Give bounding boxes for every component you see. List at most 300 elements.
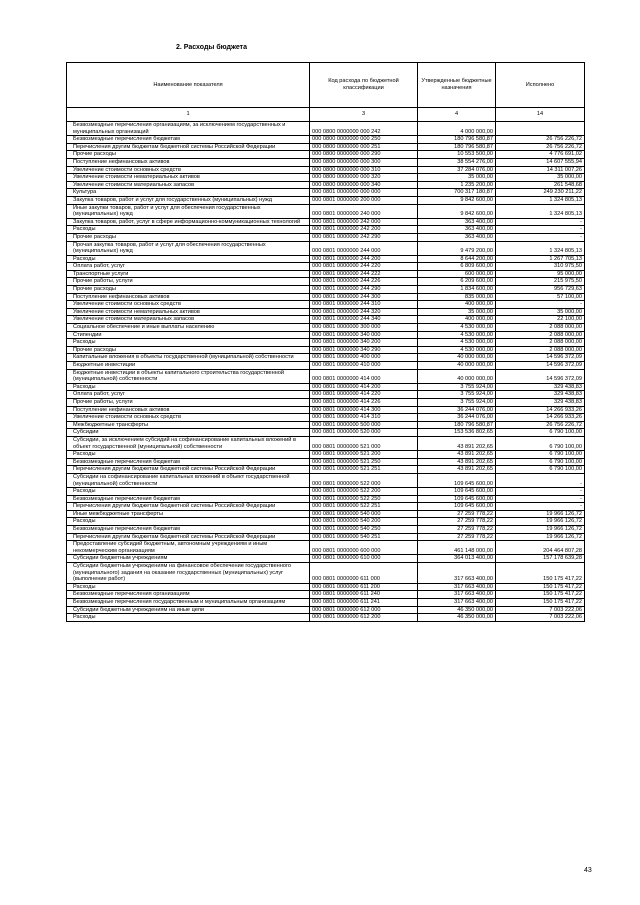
row-code: 000 0801 0000000 244 310 <box>310 301 418 309</box>
row-approved: 400 000,00 <box>418 301 496 309</box>
row-approved: 180 796 580,87 <box>418 143 496 151</box>
row-name: Капитальные вложения в объекты государственной (муниципальной) собственности <box>67 354 310 362</box>
row-name: Бюджетные инвестиции <box>67 362 310 370</box>
col-number-3: 3 <box>310 108 418 122</box>
row-name: Межбюджетные трансферты <box>67 421 310 429</box>
row-name: Увеличение стоимости нематериальных активов <box>67 308 310 316</box>
row-code: 000 0801 0000000 611 240 <box>310 591 418 599</box>
row-approved: 109 645 600,00 <box>418 473 496 487</box>
table-row <box>67 233 585 241</box>
table-row <box>67 488 585 496</box>
row-code: 000 0801 0000000 400 000 <box>310 354 418 362</box>
row-name: Безвозмездные перечисления организациям <box>67 591 310 599</box>
table-row <box>67 421 585 429</box>
row-approved: 43 891 202,65 <box>418 466 496 474</box>
table-row <box>67 369 585 383</box>
row-executed: 329 438,83 <box>496 391 585 399</box>
table-row <box>67 591 585 599</box>
row-name: Безвозмездные перечисления организациям, за исключением государственных и муниципальных организаций <box>67 122 310 136</box>
table-row <box>67 429 585 437</box>
row-code: 000 0801 0000000 540 200 <box>310 518 418 526</box>
table-row <box>67 293 585 301</box>
table-row <box>67 286 585 294</box>
row-code: 000 0801 0000000 000 000 <box>310 189 418 197</box>
row-approved: 317 663 400,00 <box>418 583 496 591</box>
table-row <box>67 158 585 166</box>
row-approved: 43 891 202,65 <box>418 458 496 466</box>
row-executed: 26 756 226,72 <box>496 421 585 429</box>
row-executed: 7 003 222,06 <box>496 606 585 614</box>
row-code: 000 0801 0000000 540 000 <box>310 510 418 518</box>
row-approved: 400 000,00 <box>418 316 496 324</box>
row-code: 000 0801 0000000 244 226 <box>310 278 418 286</box>
row-approved: 46 350 000,00 <box>418 606 496 614</box>
row-code: 000 0800 0000000 000 251 <box>310 143 418 151</box>
row-executed <box>496 122 585 136</box>
row-name: Расходы <box>67 451 310 459</box>
row-code: 000 0800 0000000 000 300 <box>310 158 418 166</box>
row-name: Безвозмездные перечисления бюджетам <box>67 136 310 144</box>
table-row <box>67 599 585 607</box>
table-row <box>67 255 585 263</box>
row-name: Социальное обеспечение и иные выплаты населению <box>67 324 310 332</box>
row-executed: - <box>496 495 585 503</box>
row-executed: 19 966 126,72 <box>496 533 585 541</box>
row-executed: - <box>496 233 585 241</box>
row-code: 000 0801 0000000 242 290 <box>310 233 418 241</box>
header-name: Наименование показателя <box>67 63 310 108</box>
row-approved: 4 000 000,00 <box>418 122 496 136</box>
row-code: 000 0801 0000000 611 241 <box>310 599 418 607</box>
row-name: Расходы <box>67 488 310 496</box>
table-row <box>67 316 585 324</box>
table-row <box>67 241 585 255</box>
row-name: Расходы <box>67 583 310 591</box>
table-row <box>67 614 585 622</box>
row-code: 000 0801 0000000 414 000 <box>310 369 418 383</box>
row-executed: 19 966 126,72 <box>496 526 585 534</box>
row-approved: 3 755 924,00 <box>418 383 496 391</box>
row-executed: 22 100,00 <box>496 316 585 324</box>
row-approved: 6 209 600,00 <box>418 278 496 286</box>
row-code: 000 0801 0000000 340 290 <box>310 346 418 354</box>
row-name: Расходы <box>67 383 310 391</box>
row-approved: 27 259 778,22 <box>418 533 496 541</box>
table-row <box>67 383 585 391</box>
page-number: 43 <box>584 867 592 874</box>
table-body <box>67 122 585 622</box>
table-row <box>67 503 585 511</box>
row-code: 000 0801 0000000 244 200 <box>310 255 418 263</box>
row-code: 000 0801 0000000 240 000 <box>310 204 418 218</box>
table-row <box>67 218 585 226</box>
row-code: 000 0801 0000000 521 000 <box>310 436 418 450</box>
table-row <box>67 301 585 309</box>
row-name: Увеличение стоимости материальных запасов <box>67 316 310 324</box>
row-name: Безвозмездные перечисления бюджетам <box>67 458 310 466</box>
table-row <box>67 555 585 563</box>
row-name: Увеличение стоимости материальных запасов <box>67 181 310 189</box>
row-approved: 27 259 778,22 <box>418 518 496 526</box>
row-name: Транспортные услуги <box>67 270 310 278</box>
row-code: 000 0801 0000000 521 200 <box>310 451 418 459</box>
table-row <box>67 414 585 422</box>
row-approved: 35 000,00 <box>418 308 496 316</box>
row-name: Культура <box>67 189 310 197</box>
row-name: Перечисления другим бюджетам бюджетной системы Российской Федерации <box>67 503 310 511</box>
row-executed: 1 324 805,13 <box>496 196 585 204</box>
row-code: 000 0801 0000000 244 000 <box>310 241 418 255</box>
row-executed: - <box>496 218 585 226</box>
row-approved: 6 809 600,00 <box>418 263 496 271</box>
row-name: Бюджетные инвестиции в объекты капитального строительства государственной (муниципальной) собственности <box>67 369 310 383</box>
row-approved: 35 000,00 <box>418 174 496 182</box>
row-approved: 36 244 076,00 <box>418 406 496 414</box>
row-executed: 6 790 100,00 <box>496 436 585 450</box>
row-approved: 600 000,00 <box>418 270 496 278</box>
row-approved: 9 479 200,00 <box>418 241 496 255</box>
row-executed: 19 966 126,72 <box>496 510 585 518</box>
row-approved: 9 842 600,00 <box>418 196 496 204</box>
row-executed: 26 756 226,72 <box>496 136 585 144</box>
row-approved: 109 645 600,00 <box>418 488 496 496</box>
row-name: Прочие работы, услуги <box>67 398 310 406</box>
row-name: Субсидии бюджетным учреждениям на финансовое обеспечение государственного (муниципального) задания на оказание государственных (муниципальных) услуг (выполнение работ) <box>67 563 310 584</box>
row-name: Стипендии <box>67 331 310 339</box>
row-code: 000 0801 0000000 522 250 <box>310 495 418 503</box>
table-row <box>67 451 585 459</box>
row-executed: - <box>496 473 585 487</box>
row-approved: 36 244 076,00 <box>418 414 496 422</box>
row-approved: 4 530 000,00 <box>418 346 496 354</box>
table-row <box>67 166 585 174</box>
row-executed: 6 790 100,00 <box>496 451 585 459</box>
row-executed: 261 548,68 <box>496 181 585 189</box>
row-name: Иные межбюджетные трансферты <box>67 510 310 518</box>
row-executed: 14 596 372,09 <box>496 362 585 370</box>
row-name: Закупка товаров, работ и услуг для государственных (муниципальных) нужд <box>67 196 310 204</box>
row-executed: 150 175 417,22 <box>496 583 585 591</box>
row-code: 000 0801 0000000 521 251 <box>310 466 418 474</box>
table-row <box>67 362 585 370</box>
row-approved: 3 755 924,00 <box>418 391 496 399</box>
row-approved: 1 834 600,00 <box>418 286 496 294</box>
row-name: Поступление нефинансовых активов <box>67 158 310 166</box>
row-approved: 40 000 000,00 <box>418 354 496 362</box>
table-row <box>67 143 585 151</box>
row-code: 000 0800 0000000 000 250 <box>310 136 418 144</box>
row-approved: 1 235 200,00 <box>418 181 496 189</box>
row-name: Увеличение стоимости нематериальных активов <box>67 174 310 182</box>
row-executed: - <box>496 226 585 234</box>
row-code: 000 0801 0000000 244 300 <box>310 293 418 301</box>
table-row <box>67 398 585 406</box>
row-code: 000 0801 0000000 200 000 <box>310 196 418 204</box>
row-name: Прочие расходы <box>67 233 310 241</box>
row-code: 000 0801 0000000 612 200 <box>310 614 418 622</box>
row-name: Увеличение стоимости основных средств <box>67 414 310 422</box>
table-row <box>67 181 585 189</box>
row-executed: 14 596 372,09 <box>496 369 585 383</box>
row-code: 000 0801 0000000 410 000 <box>310 362 418 370</box>
row-name: Расходы <box>67 226 310 234</box>
row-code: 000 0801 0000000 340 200 <box>310 339 418 347</box>
row-approved: 363 400,00 <box>418 226 496 234</box>
table-row <box>67 458 585 466</box>
row-executed: 14 311 007,26 <box>496 166 585 174</box>
row-code: 000 0801 0000000 500 000 <box>310 421 418 429</box>
row-code: 000 0801 0000000 521 250 <box>310 458 418 466</box>
row-executed: 35 000,00 <box>496 174 585 182</box>
row-approved: 27 259 778,22 <box>418 526 496 534</box>
row-approved: 835 000,00 <box>418 293 496 301</box>
row-name: Субсидии <box>67 429 310 437</box>
row-executed: 35 000,00 <box>496 308 585 316</box>
row-executed: 1 324 805,13 <box>496 204 585 218</box>
row-name: Расходы <box>67 255 310 263</box>
table-row <box>67 563 585 584</box>
table-row <box>67 308 585 316</box>
col-number-4: 4 <box>418 108 496 122</box>
row-name: Безвозмездные перечисления бюджетам <box>67 526 310 534</box>
row-approved: 9 842 600,00 <box>418 204 496 218</box>
row-approved: 180 796 580,87 <box>418 136 496 144</box>
row-code: 000 0801 0000000 600 000 <box>310 541 418 555</box>
header-executed: Исполнено <box>496 63 585 108</box>
row-executed: 329 438,83 <box>496 398 585 406</box>
row-executed: 6 790 100,00 <box>496 429 585 437</box>
row-code: 000 0800 0000000 000 310 <box>310 166 418 174</box>
row-executed: 249 230 211,22 <box>496 189 585 197</box>
table-row <box>67 263 585 271</box>
row-approved: 4 530 000,00 <box>418 331 496 339</box>
table-row <box>67 518 585 526</box>
row-executed: 956 729,63 <box>496 286 585 294</box>
table-row <box>67 151 585 159</box>
row-approved: 317 663 400,00 <box>418 591 496 599</box>
row-approved: 4 530 000,00 <box>418 339 496 347</box>
table-row <box>67 122 585 136</box>
row-approved: 700 317 180,87 <box>418 189 496 197</box>
row-code: 000 0801 0000000 414 200 <box>310 383 418 391</box>
table-row <box>67 583 585 591</box>
col-number-14: 14 <box>496 108 585 122</box>
row-approved: 40 000 000,00 <box>418 369 496 383</box>
table-row <box>67 495 585 503</box>
row-approved: 363 400,00 <box>418 233 496 241</box>
row-name: Безвозмездные перечисления бюджетам <box>67 495 310 503</box>
row-name: Увеличение стоимости основных средств <box>67 166 310 174</box>
row-code: 000 0801 0000000 540 250 <box>310 526 418 534</box>
row-approved: 27 259 778,22 <box>418 510 496 518</box>
row-name: Поступление нефинансовых активов <box>67 293 310 301</box>
row-code: 000 0800 0000000 000 320 <box>310 174 418 182</box>
row-name: Расходы <box>67 614 310 622</box>
row-approved: 153 536 802,65 <box>418 429 496 437</box>
row-executed: 4 776 691,02 <box>496 151 585 159</box>
row-code: 000 0801 0000000 414 226 <box>310 398 418 406</box>
row-code: 000 0801 0000000 522 200 <box>310 488 418 496</box>
row-name: Субсидии на софинансирование капитальных вложений в объект государственной (муниципальной) собственности <box>67 473 310 487</box>
row-approved: 317 663 400,00 <box>418 599 496 607</box>
table-row <box>67 526 585 534</box>
table-row <box>67 606 585 614</box>
row-approved: 109 645 600,00 <box>418 495 496 503</box>
row-name: Оплата работ, услуг <box>67 391 310 399</box>
row-code: 000 0801 0000000 414 310 <box>310 414 418 422</box>
row-code: 000 0801 0000000 611 000 <box>310 563 418 584</box>
row-executed: 7 003 222,06 <box>496 614 585 622</box>
row-name: Предоставление субсидий бюджетным, автономным учреждениям и иным некоммерческим организациям <box>67 541 310 555</box>
row-executed: 6 790 100,00 <box>496 458 585 466</box>
row-approved: 37 284 076,00 <box>418 166 496 174</box>
table-row <box>67 510 585 518</box>
row-executed: 2 088 000,00 <box>496 331 585 339</box>
table-row <box>67 466 585 474</box>
row-executed: 2 088 000,00 <box>496 339 585 347</box>
row-code: 000 0801 0000000 522 000 <box>310 473 418 487</box>
row-approved: 10 553 500,00 <box>418 151 496 159</box>
row-name: Прочие расходы <box>67 346 310 354</box>
row-executed: 19 966 126,72 <box>496 518 585 526</box>
row-name: Прочая закупка товаров, работ и услуг для обеспечения государственных (муниципальных) нужд <box>67 241 310 255</box>
row-code: 000 0800 0000000 000 242 <box>310 122 418 136</box>
row-approved: 4 530 000,00 <box>418 324 496 332</box>
table-row <box>67 204 585 218</box>
row-code: 000 0801 0000000 242 000 <box>310 218 418 226</box>
row-code: 000 0800 0000000 000 290 <box>310 151 418 159</box>
row-name: Прочие расходы <box>67 286 310 294</box>
table-row <box>67 189 585 197</box>
table-row <box>67 541 585 555</box>
row-executed: 6 790 100,00 <box>496 466 585 474</box>
row-executed: - <box>496 503 585 511</box>
table-row <box>67 339 585 347</box>
table-row <box>67 270 585 278</box>
table-row <box>67 354 585 362</box>
row-approved: 46 350 000,00 <box>418 614 496 622</box>
row-approved: 317 663 400,00 <box>418 563 496 584</box>
row-code: 000 0801 0000000 244 220 <box>310 263 418 271</box>
header-approved: Утвержденные бюджетные назначения <box>418 63 496 108</box>
row-executed: 329 438,83 <box>496 383 585 391</box>
row-name: Закупка товаров, работ, услуг в сфере информационно-коммуникационных технологий <box>67 218 310 226</box>
row-name: Перечисления другим бюджетам бюджетной системы Российской Федерации <box>67 533 310 541</box>
row-code: 000 0801 0000000 244 290 <box>310 286 418 294</box>
row-executed: 1 267 705,13 <box>496 255 585 263</box>
row-name: Субсидии бюджетным учреждениям на иные цели <box>67 606 310 614</box>
table-row <box>67 174 585 182</box>
row-approved: 3 755 924,00 <box>418 398 496 406</box>
row-name: Расходы <box>67 518 310 526</box>
row-code: 000 0801 0000000 300 000 <box>310 324 418 332</box>
col-number-1: 1 <box>67 108 310 122</box>
row-code: 000 0801 0000000 414 220 <box>310 391 418 399</box>
row-executed: 150 175 417,22 <box>496 599 585 607</box>
row-name: Прочие расходы <box>67 151 310 159</box>
row-executed: 150 175 417,22 <box>496 563 585 584</box>
row-executed: 157 178 639,28 <box>496 555 585 563</box>
row-executed: 14 266 933,26 <box>496 406 585 414</box>
row-executed: 26 756 226,72 <box>496 143 585 151</box>
row-approved: 43 891 202,65 <box>418 451 496 459</box>
table-row <box>67 533 585 541</box>
row-name: Иные закупки товаров, работ и услуг для обеспечения государственных (муниципальных) нужд <box>67 204 310 218</box>
row-executed: 2 088 000,00 <box>496 324 585 332</box>
row-code: 000 0801 0000000 244 340 <box>310 316 418 324</box>
row-executed: 204 464 807,28 <box>496 541 585 555</box>
row-executed: 14 266 933,26 <box>496 414 585 422</box>
row-name: Увеличение стоимости основных средств <box>67 301 310 309</box>
row-approved: 8 644 200,00 <box>418 255 496 263</box>
table-row <box>67 406 585 414</box>
row-name: Поступление нефинансовых активов <box>67 406 310 414</box>
row-code: 000 0801 0000000 242 200 <box>310 226 418 234</box>
row-code: 000 0800 0000000 000 340 <box>310 181 418 189</box>
row-executed: 57 100,00 <box>496 293 585 301</box>
row-code: 000 0801 0000000 414 300 <box>310 406 418 414</box>
row-name: Оплата работ, услуг <box>67 263 310 271</box>
row-code: 000 0801 0000000 244 320 <box>310 308 418 316</box>
row-approved: 109 645 600,00 <box>418 503 496 511</box>
table-row <box>67 331 585 339</box>
row-name: Прочие работы, услуги <box>67 278 310 286</box>
row-approved: 363 400,00 <box>418 218 496 226</box>
row-name: Перечисления другим бюджетам бюджетной системы Российской Федерации <box>67 143 310 151</box>
row-name: Безвозмездные перечисления государственным и муниципальным организациям <box>67 599 310 607</box>
row-code: 000 0801 0000000 522 251 <box>310 503 418 511</box>
table-row <box>67 473 585 487</box>
row-code: 000 0801 0000000 520 000 <box>310 429 418 437</box>
row-executed: 14 607 555,94 <box>496 158 585 166</box>
row-executed: 2 088 000,00 <box>496 346 585 354</box>
section-title: 2. Расходы бюджета <box>176 44 247 51</box>
row-executed: 14 596 372,09 <box>496 354 585 362</box>
row-approved: 38 554 276,00 <box>418 158 496 166</box>
table-row <box>67 278 585 286</box>
row-code: 000 0801 0000000 610 000 <box>310 555 418 563</box>
row-name: Субсидии бюджетным учреждениям <box>67 555 310 563</box>
row-code: 000 0801 0000000 611 200 <box>310 583 418 591</box>
row-executed: 310 975,50 <box>496 263 585 271</box>
table-row <box>67 346 585 354</box>
row-approved: 461 148 000,00 <box>418 541 496 555</box>
row-code: 000 0801 0000000 612 000 <box>310 606 418 614</box>
row-name: Перечисления другим бюджетам бюджетной системы Российской Федерации <box>67 466 310 474</box>
row-name: Расходы <box>67 339 310 347</box>
row-executed: 95 000,00 <box>496 270 585 278</box>
header-code: Код расхода по бюджетной классификации <box>310 63 418 108</box>
row-approved: 364 013 400,00 <box>418 555 496 563</box>
row-approved: 180 796 580,87 <box>418 421 496 429</box>
row-approved: 43 891 202,65 <box>418 436 496 450</box>
row-executed: - <box>496 301 585 309</box>
row-executed: 150 175 417,22 <box>496 591 585 599</box>
row-code: 000 0801 0000000 340 000 <box>310 331 418 339</box>
table-row <box>67 136 585 144</box>
table-row <box>67 391 585 399</box>
table-row <box>67 324 585 332</box>
expenses-table <box>66 62 585 622</box>
row-code: 000 0801 0000000 540 251 <box>310 533 418 541</box>
row-executed: 215 975,50 <box>496 278 585 286</box>
row-executed: - <box>496 488 585 496</box>
row-code: 000 0801 0000000 244 222 <box>310 270 418 278</box>
row-name: Субсидии, за исключением субсидий на софинансирование капитальных вложений в объект государственной (муниципальной) собственности <box>67 436 310 450</box>
table-row <box>67 436 585 450</box>
row-executed: 1 324 805,13 <box>496 241 585 255</box>
table-row <box>67 226 585 234</box>
